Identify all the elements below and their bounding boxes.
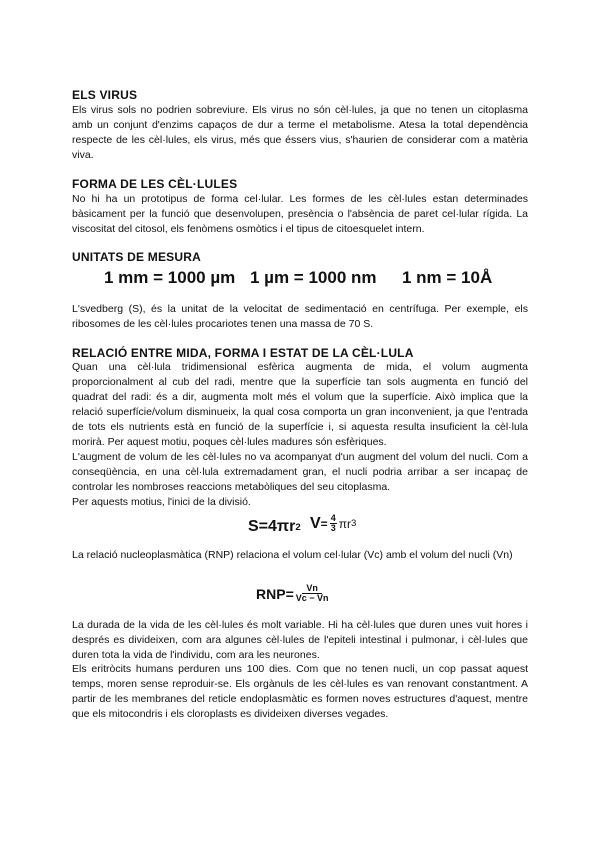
paragraph-virus: Els virus sols no podrien sobreviure. Els virus no són cèl·lules, ja que no tenen un citoplasma amb un conjunt d'enzims capaços de dur a terme el metabolisme. Atesa la total dependència respecte de les cèl·lules, els virus, més que éssers vius, s'haurien de considerar com a matèria viva. — [72, 104, 528, 161]
paragraph-durada: La durada de la vida de les cèl·lules és molt variable. Hi ha cèl·lules que duren unes vuit hores i després es divideixen, com ara algunes cèl·lules de l'epiteli intestinal i pulmonar, i cèl·lules que duren tota la vida de l'individu, com ara les neurones. — [72, 619, 528, 661]
unit-equation-mm: 1 mm = 1000 µm — [104, 268, 236, 287]
formula-volume-denominator: 3 — [330, 523, 336, 533]
formula-volume-lhs: V — [310, 514, 321, 532]
section-title-relacio: RELACIÓ ENTRE MIDA, FORMA I ESTAT DE LA CÈL·LULA — [72, 346, 414, 360]
paragraph-eritrocits: Els eritròcits humans perduren uns 100 dies. Com que no tenen nucli, un cop passat aquest temps, moren sense reproduir-se. Els orgànuls de les cèl·lules es van renovant constantment. A partir de les membranes del reticle endoplasmàtic es formen noves estructures d'aquest, mentre que els mitocondris i els cloroplasts es divideixen diverses vegades. — [72, 663, 528, 720]
formula-rnp-equals: = — [285, 585, 294, 602]
unit-equation-nm: 1 nm = 10Å — [402, 268, 493, 287]
formula-rnp-numerator: Vn — [302, 584, 322, 594]
formula-volume-rhs: πr — [338, 516, 351, 531]
section-title-unitats: UNITATS DE MESURA — [72, 250, 201, 264]
formula-surface-rhs: =4πr — [258, 518, 296, 535]
formula-rnp-denominator: Vc − Vn — [295, 593, 329, 603]
section-title-virus: ELS VIRUS — [72, 88, 138, 102]
formula-surface — [248, 518, 301, 536]
formula-volume-fraction — [330, 514, 337, 533]
formula-surface-exponent: 2 — [295, 521, 301, 533]
formula-volume-exponent: 3 — [350, 518, 357, 529]
formula-rnp — [256, 584, 329, 603]
formula-volume-numerator: 4 — [330, 513, 336, 523]
formula-rnp-fraction — [296, 584, 329, 603]
paragraph-relacio-3: Per aquests motius, l'inici de la divisió. — [72, 496, 251, 508]
section-title-forma: FORMA DE LES CÈL·LULES — [72, 177, 238, 191]
paragraph-relacio-1: Quan una cèl·lula tridimensional esfèrica augmenta de mida, el volum augmenta proporcionalment al cub del radi, mentre que la superfície tan sols augmenta en funció del quadrat del radi: és a dir, augmenta molt més el volum que la superfície. Això implica que la relació superfície/volum disminueix, la qual cosa comporta un gran inconvenient, ja que l'entrada de tots els nutrients està en funció de la superfície i, si aquesta resulta insuficient la cèl·lula morirà. Per aquest motiu, poques cèl·lules madures són esfèriques. — [72, 361, 528, 448]
unit-equation-um: 1 µm = 1000 nm — [250, 268, 377, 287]
paragraph-rnp-definition: La relació nucleoplasmàtica (RNP) relaciona el volum cel·lular (Vc) amb el volum del nucli (Vn) — [72, 549, 513, 561]
formula-surface-lhs: S — [248, 518, 259, 535]
formula-volume-equals: = — [320, 516, 328, 531]
paragraph-svedberg: L'svedberg (S), és la unitat de la velocitat de sedimentació en centrífuga. Per exemple, els ribosomes de les cèl·lules procariotes tenen una massa de 70 S. — [72, 303, 528, 330]
paragraph-relacio-2: L'augment de volum de les cèl·lules no va acompanyat d'un augment del volum del nucli. Com a conseqüència, en una cèl·lula extremadament gran, el nucli podria arribar a ser incapaç de controlar les nombroses reaccions metabòliques del seu citoplasma. — [72, 451, 528, 493]
paragraph-forma: No hi ha un prototipus de forma cel·lular. Les formes de les cèl·lules estan determinades bàsicament per la funció que desenvolupen, presència o l'absència de paret cel·lular rígida. La viscositat del citosol, els fenòmens osmòtics i el tipus de citoesquelet intern. — [72, 193, 528, 235]
formula-rnp-lhs: RNP — [256, 585, 286, 602]
formula-volume — [310, 514, 356, 533]
